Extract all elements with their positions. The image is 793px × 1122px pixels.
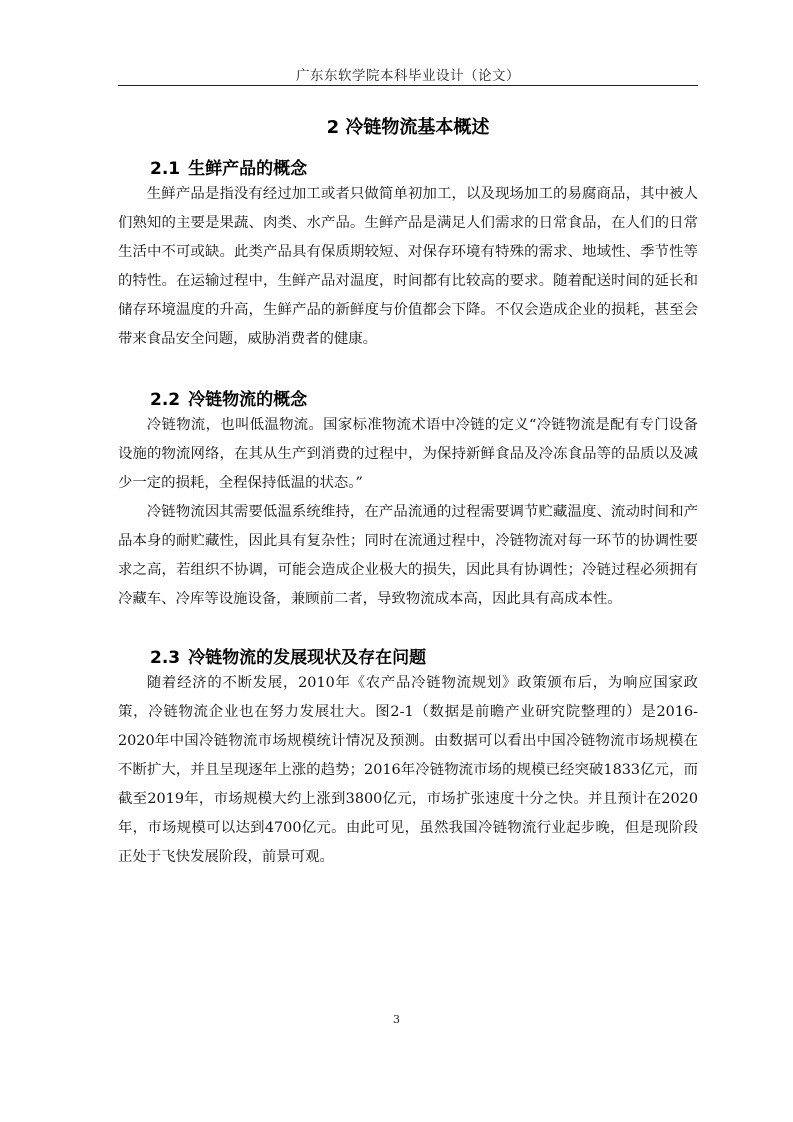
section-title-text: 冷链物流的发展现状及存在问题: [188, 648, 427, 668]
body-paragraph: 冷链物流，也叫低温物流。国家标准物流术语中冷链的定义“冷链物流是配有专门设备设施的物流网络，在其从生产到消费的过程中，为保持新鲜食品及冷冻食品等的品质以及减少一定的损耗，全程保持低温的状态。”: [118, 417, 698, 491]
section-number: 2.2: [150, 390, 181, 410]
chapter-title: 2 冷链物流基本概述: [326, 117, 490, 138]
section-heading-2-3: [150, 643, 426, 668]
page-number: 3: [393, 1013, 400, 1026]
section-number: 2.1: [150, 159, 181, 179]
header-rule: [118, 85, 698, 86]
section-heading-2-1: [150, 154, 307, 179]
running-header: 广东东软学院本科毕业设计（论文）: [296, 68, 520, 84]
section-number: 2.3: [150, 648, 181, 668]
body-paragraph: 生鲜产品是指没有经过加工或者只做简单初加工，以及现场加工的易腐商品，其中被人们熟知的主要是果蔬、肉类、水产品。生鲜产品是满足人们需求的日常食品，在人们的日常生活中不可或缺。此类产品具有保质期较短、对保存环境有特殊的需求、地域性、季节性等的特性。在运输过程中，生鲜产品对温度，时间都有比较高的要求。随着配送时间的延长和储存环境温度的升高，生鲜产品的新鲜度与价值都会下降。不仅会造成企业的损耗，甚至会带来食品安全问题，威胁消费者的健康。: [118, 186, 698, 347]
section-title-text: 生鲜产品的概念: [188, 159, 308, 179]
body-paragraph: 随着经济的不断发展，2010年《农产品冷链物流规划》政策颁布后，为响应国家政策，冷链物流企业也在努力发展壮大。图2-1（数据是前瞻产业研究院整理的）是2016-2020年中国冷链物流市场规模统计情况及预测。由数据可以看出中国冷链物流市场规模在不断扩大，并且呈现逐年上涨的趋势；2016年冷链物流市场的规模已经突破1833亿元，而截至2019年，市场规模大约上涨到3800亿元，市场扩张速度十分之快。并且预计在2020年，市场规模可以达到4700亿元。由此可见，虽然我国冷链物流行业起步晚，但是现阶段正处于飞快发展阶段，前景可观。: [118, 675, 698, 865]
body-paragraph: 冷链物流因其需要低温系统维持，在产品流通的过程需要调节贮藏温度、流动时间和产品本身的耐贮藏性，因此具有复杂性；同时在流通过程中，冷链物流对每一环节的协调性要求之高，若组织不协调，可能会造成企业极大的损失，因此具有协调性；冷链过程必须拥有冷藏车、冷库等设施设备，兼顾前二者，导致物流成本高，因此具有高成本性。: [118, 504, 698, 607]
section-title-text: 冷链物流的概念: [188, 390, 308, 410]
section-heading-2-2: [150, 385, 307, 410]
